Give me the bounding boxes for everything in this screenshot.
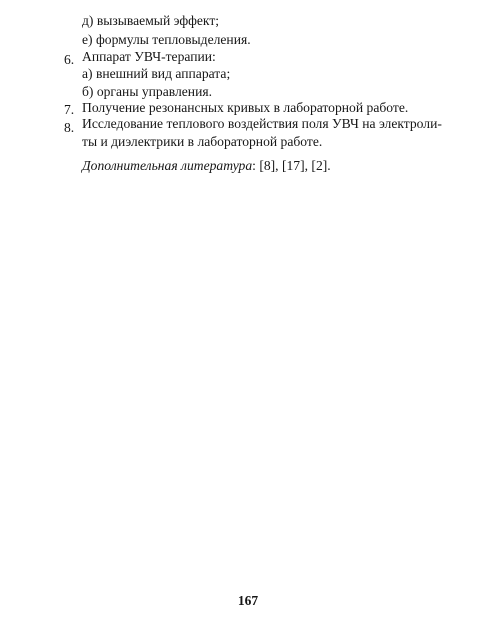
literature-refs: : [8], [17], [2]. bbox=[252, 158, 331, 173]
item-6-title: Аппарат УВЧ-терапии: bbox=[82, 49, 216, 64]
item-number-8: 8. bbox=[64, 120, 75, 135]
item-5d: д) вызываемый эффект; bbox=[82, 13, 220, 28]
item-8-line-2: ты и диэлектрики в лабораторной работе. bbox=[82, 134, 323, 149]
item-7: Получение резонансных кривых в лабораторной работе. bbox=[82, 100, 409, 115]
item-6b: б) органы управления. bbox=[82, 84, 213, 99]
page-number: 167 bbox=[237, 593, 259, 608]
item-8-line-1: Исследование теплового воздействия поля УВЧ на электроли- bbox=[82, 116, 442, 131]
additional-literature bbox=[82, 158, 331, 174]
item-5e: е) формулы тепловыделения. bbox=[82, 32, 251, 47]
item-6a: а) внешний вид аппарата; bbox=[82, 66, 231, 81]
literature-label: Дополнительная литература bbox=[82, 158, 253, 173]
item-number-7: 7. bbox=[64, 102, 75, 117]
item-number-6: 6. bbox=[64, 52, 75, 67]
